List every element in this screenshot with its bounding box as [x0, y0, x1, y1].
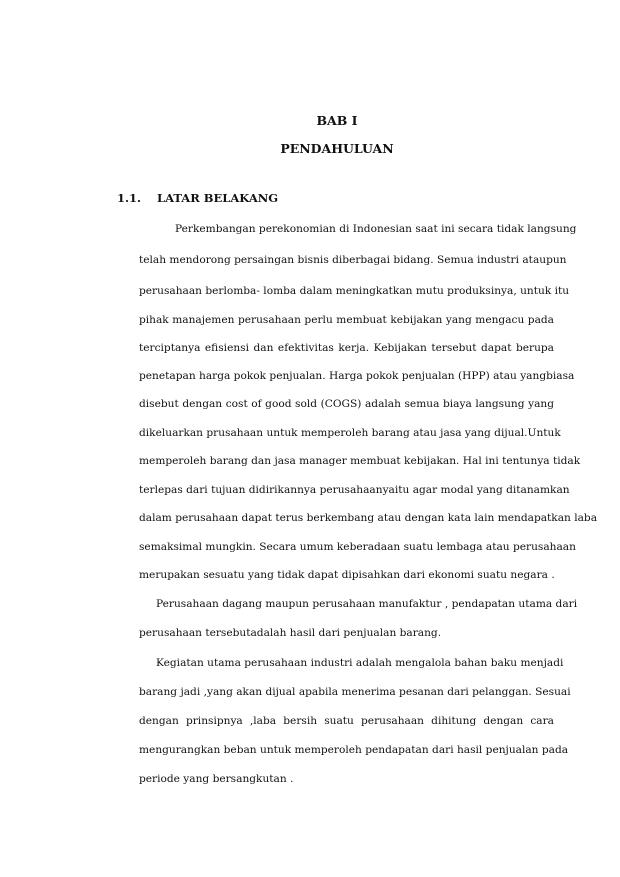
section-number: 1.1. — [117, 191, 142, 205]
paragraph-line: penetapan harga pokok penjualan. Harga pokok penjualan (HPP) atau yangbiasa — [139, 370, 575, 382]
paragraph-line: mengurangkan beban untuk memperoleh pendapatan dari hasil penjualan pada — [139, 744, 569, 756]
section-heading — [117, 191, 278, 205]
paragraph-line: terciptanya efisiensi dan efektivitas kerja. Kebijakan tersebut dapat berupa — [139, 342, 554, 354]
paragraph-line: dikeluarkan prusahaan untuk memperoleh barang atau jasa yang dijual.Untuk — [139, 427, 561, 439]
paragraph-line: terlepas dari tujuan didirikannya perusahaanyaitu agar modal yang ditanamkan — [139, 484, 570, 496]
paragraph-line: Perusahaan dagang maupun perusahaan manufaktur , pendapatan utama dari — [156, 598, 578, 610]
paragraph-line: perusahaan berlomba- lomba dalam meningkatkan mutu produksinya, untuk itu — [139, 285, 570, 297]
paragraph-line: telah mendorong persaingan bisnis diberbagai bidang. Semua industri ataupun — [139, 254, 567, 266]
section-title: LATAR BELAKANG — [157, 191, 279, 205]
paragraph-line: disebut dengan cost of good sold (COGS) adalah semua biaya langsung yang — [139, 398, 554, 410]
paragraph-line: barang jadi ,yang akan dijual apabila menerima pesanan dari pelanggan. Sesuai — [139, 686, 571, 698]
paragraph-line: dalam perusahaan dapat terus berkembang atau dengan kata lain mendapatkan laba — [139, 512, 598, 524]
paragraph-line: semaksimal mungkin. Secara umum keberadaan suatu lembaga atau perusahaan — [139, 541, 576, 553]
paragraph-line: dengan prinsipnya ,laba bersih suatu perusahaan dihitung dengan cara — [139, 715, 554, 727]
paragraph-line: memperoleh barang dan jasa manager membuat kebijakan. Hal ini tentunya tidak — [139, 455, 581, 467]
paragraph-line: periode yang bersangkutan . — [139, 773, 294, 785]
paragraph-line: merupakan sesuatu yang tidak dapat dipisahkan dari ekonomi suatu negara . — [139, 569, 555, 581]
paragraph-line: perusahaan tersebutadalah hasil dari penjualan barang. — [139, 627, 442, 639]
paragraph-line: pihak manajemen perusahaan perlu membuat kebijakan yang mengacu pada — [139, 314, 554, 326]
paragraph-line: Kegiatan utama perusahaan industri adalah mengalola bahan baku menjadi — [156, 657, 564, 669]
chapter-title: PENDAHULUAN — [280, 141, 394, 156]
chapter-number: BAB I — [316, 113, 358, 128]
paragraph-line: Perkembangan perekonomian di Indonesian saat ini secara tidak langsung — [175, 223, 577, 235]
